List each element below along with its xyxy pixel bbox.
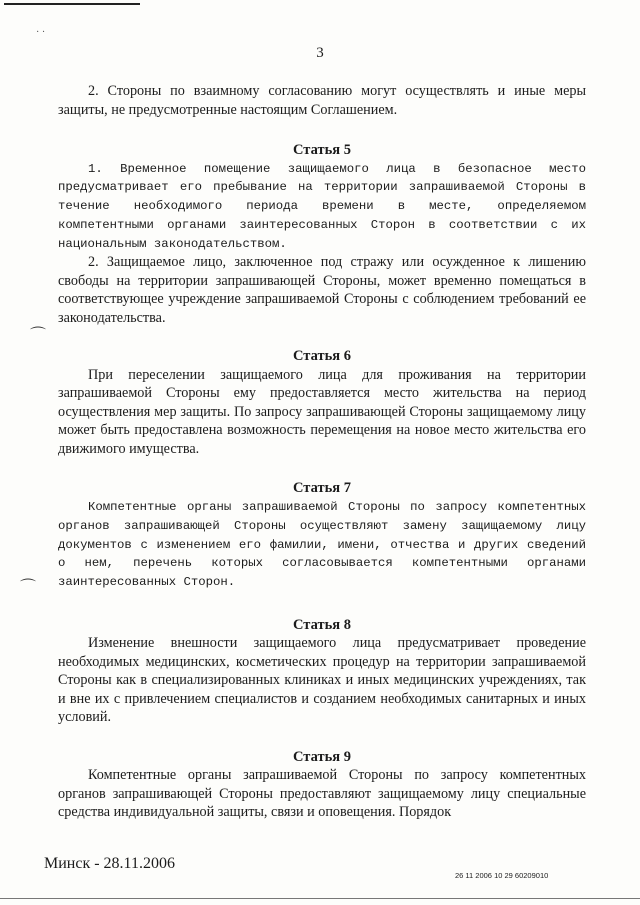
article-paragraph: Компетентные органы запрашиваемой Стороны по запросу компетентных органов запрашивающей Стороны осуществляют замену защищаемому лицу документов с изменением его фамилии, имени, отчества и других сведений о нем, перечень которых согласовывается компетентными органами заинтересованных Сторон. — [58, 499, 586, 590]
scan-speck: · · — [36, 27, 46, 38]
article-heading: Статья 8 — [293, 616, 351, 633]
article-6 — [58, 347, 586, 458]
article-8 — [58, 616, 586, 727]
article-paragraph: 2. Защищаемое лицо, заключенное под стражу или осужденное к лишению свободы на территории запрашивающей Стороны, может временно помещаться в соответствующее учреждение запрашиваемой Стороны с соблюдением требований ее законодательства. — [58, 254, 586, 326]
bottom-rule — [0, 898, 640, 899]
article-heading: Статья 6 — [293, 348, 351, 365]
article-heading: Статья 5 — [293, 142, 351, 158]
document-body — [58, 82, 586, 822]
article-paragraph: Изменение внешности защищаемого лица предусматривает проведение необходимых медицинских, косметических процедур на территории запрашиваемой Стороны как в специализированных клиниках и иных медицинских учреждениях, так и вне их с привлечением специалистов и созданием необходимых санитарных и иных условий. — [58, 635, 586, 726]
article-7 — [58, 479, 586, 591]
article-9 — [58, 748, 586, 822]
page-number: 3 — [316, 45, 324, 61]
article-paragraph: При переселении защищаемого лица для проживания на территории запрашиваемой Стороны ему предоставляется место жительства на период осуществления мер защиты. По запросу запрашивающей Стороны защищаемому лицу может быть предоставлена возможность перемещения на новое место жительства его движимого имущества. — [58, 366, 586, 457]
article-heading: Статья 9 — [293, 748, 351, 765]
article-heading: Статья 7 — [293, 480, 351, 497]
scan-margin-mark: ⌒ — [20, 579, 37, 596]
fax-stamp: 26 11 2006 10 29 60209010 — [455, 871, 549, 880]
article-paragraph: 1. Временное помещение защищаемого лица в безопасное место предусматривает его пребывание на территории запрашиваемой Стороны в течение необходимого периода времени в месте, определяемом компетентными органами заинтересованных Сторон в соответствии с их национальным законодательством. — [58, 161, 586, 251]
top-rule — [4, 3, 140, 5]
article-5 — [58, 141, 586, 327]
intro-paragraph: 2. Стороны по взаимному согласованию могут осуществлять и иные меры защиты, не предусмотренные настоящим Соглашением. — [58, 83, 586, 118]
signature-place-date: Минск - 28.11.2006 — [44, 855, 175, 872]
scan-margin-mark: ⌒ — [30, 327, 47, 344]
article-paragraph: Компетентные органы запрашиваемой Стороны по запросу компетентных органов запрашивающей Стороны предоставляют защищаемому лицу специальные средства индивидуальной защиты, связи и оповещения. Порядок — [58, 767, 586, 821]
